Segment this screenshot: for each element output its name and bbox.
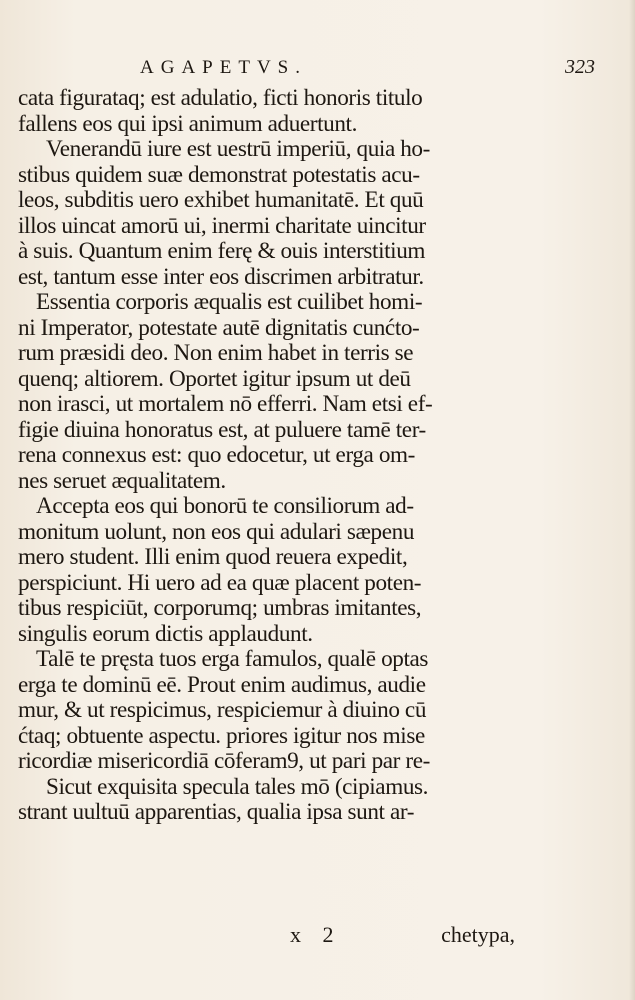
text-line: tibus respiciūt, corporumq; umbras imitantes,	[18, 595, 422, 621]
text-line: illos uincat amorū ui, inermi charitate uincitur	[18, 212, 426, 239]
text-line: rena connexus est: quo edocetur, ut erga om-	[18, 442, 415, 468]
running-head	[140, 56, 595, 79]
text-line: nes seruet æqualitatem.	[18, 467, 226, 494]
text-line: non irasci, ut mortalem nō efferri. Nam etsi ef-	[18, 391, 433, 417]
text-line: ni Imperator, potestate autē dignitatis cunćto-	[18, 314, 420, 341]
text-line: monitum uolunt, non eos qui adulari sæpenu	[18, 518, 415, 545]
text-line: quenq; altiorem. Oportet igitur ipsum ut deū	[18, 365, 411, 392]
text-line: strant uultuū apparentias, qualia ipsa sunt ar-	[18, 799, 415, 825]
text-line: stibus quidem suæ demonstrat potestatis acu-	[18, 161, 420, 188]
text-line: figie diuina honoratus est, at puluere tamē ter-	[18, 416, 426, 443]
text-line: Talē te pręsta tuos erga famulos, qualē optas	[36, 646, 429, 672]
running-head-title: AGAPETVS.	[140, 57, 307, 78]
text-line: est, tantum esse inter eos discrimen arbitratur.	[18, 263, 424, 290]
text-line: rum præsidi deo. Non enim habet in terris se	[18, 340, 414, 366]
text-line: à suis. Quantum enim ferę & ouis interstitium	[18, 238, 426, 264]
text-line: Accepta eos qui bonorū te consiliorum ad-	[36, 493, 414, 519]
text-line: Sicut exquisita specula tales mō (cipiamus.	[46, 773, 429, 800]
signature-mark: x 2	[290, 922, 342, 947]
text-line: Venerandū iure est uestrū imperiū, quia ho-	[46, 136, 430, 162]
body-text	[18, 86, 515, 826]
text-line: mero student. Illi enim quod reuera expedit,	[18, 544, 408, 570]
text-line: fallens eos qui ipsi animum aduertunt.	[18, 110, 357, 137]
text-line: ćtaq; obtuente aspectu. priores igitur nos mise	[18, 722, 425, 749]
text-line: perspiciunt. Hi uero ad ea quæ placent poten-	[18, 569, 422, 596]
text-line: singulis eorum dictis applaudunt.	[18, 620, 313, 647]
text-line: erga te dominū eē. Prout enim audimus, audie	[18, 671, 426, 698]
page-footer	[290, 922, 515, 948]
text-line: leos, subditis uero exhibet humanitatē. Et quū	[18, 187, 424, 213]
text-line: ricordiæ misericordiā cōferam9, ut pari par re-	[18, 748, 430, 774]
page-number: 323	[565, 56, 595, 78]
text-line: Essentia corporis æqualis est cuilibet homi-	[36, 289, 423, 315]
catchword: chetypa,	[441, 922, 515, 947]
text-line: mur, & ut respicimus, respiciemur à diuino cū	[18, 697, 427, 723]
text-line: cata figurataq; est adulatio, ficti honoris titulo	[18, 85, 423, 111]
page-edge-shadow	[629, 0, 635, 1000]
